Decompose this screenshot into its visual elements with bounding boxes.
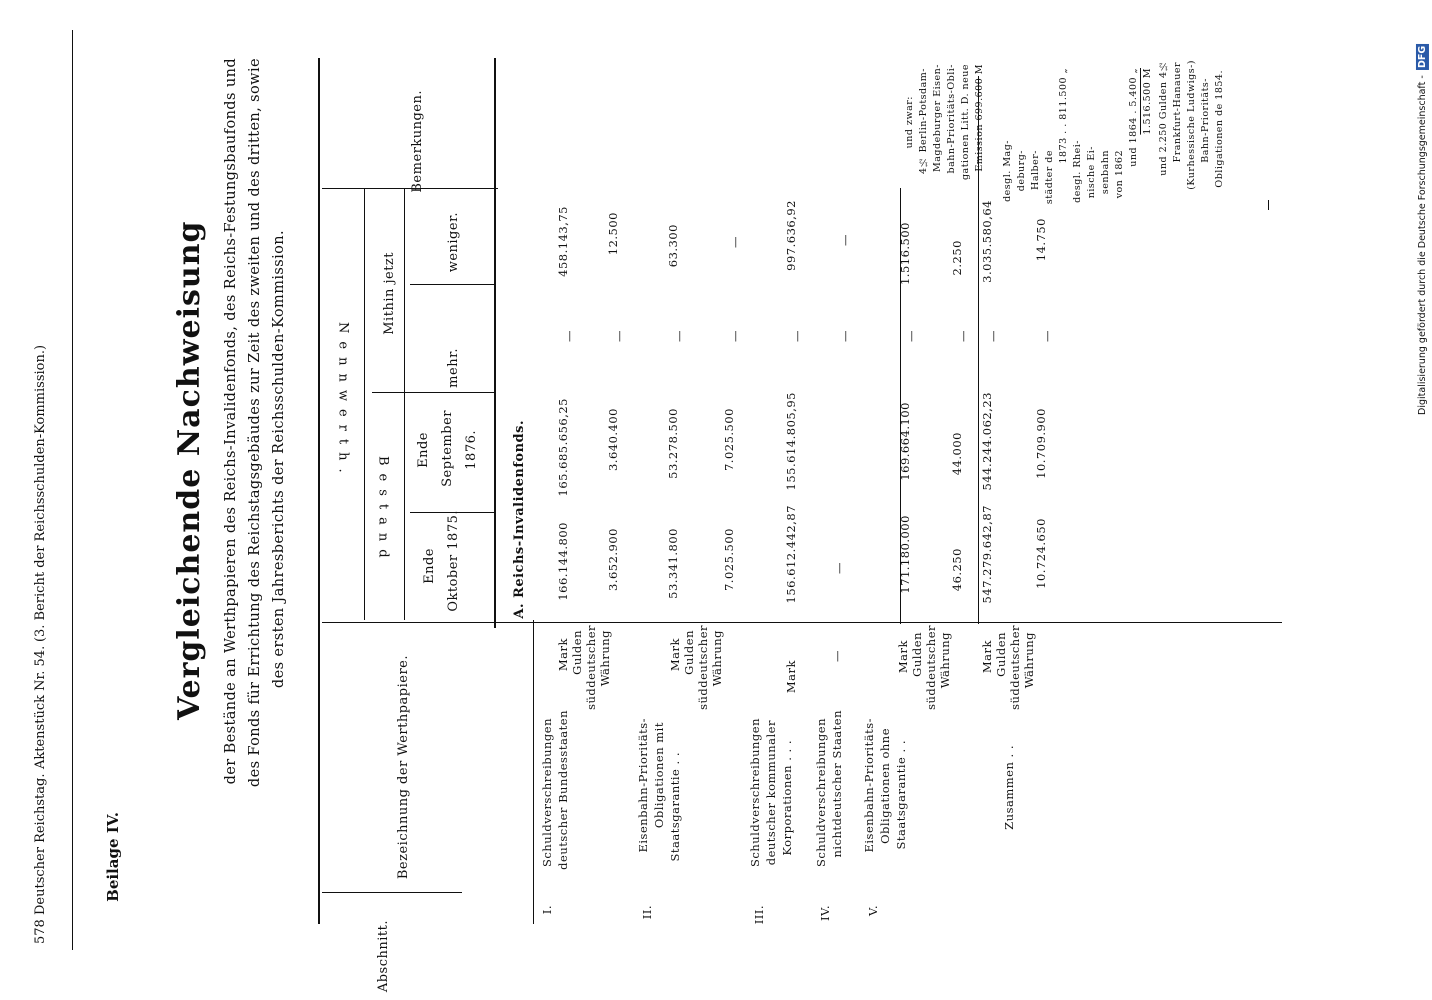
row-1-currency-3: süddeutscher bbox=[584, 625, 598, 710]
header-abschnitt: Abschnitt. bbox=[376, 920, 391, 993]
row-2-desc-3: Staatsgarantie . . bbox=[668, 752, 682, 862]
remark-line: von 1862 bbox=[1114, 150, 1125, 199]
remark-line: gationen Litt. D. neue bbox=[960, 64, 971, 181]
running-head-right: (3. Bericht der Reichsschulden-Kommission.) bbox=[33, 344, 48, 643]
row-5-number: V. bbox=[866, 905, 880, 916]
remark-line: städter de bbox=[1044, 150, 1055, 205]
row-1-weniger-mark: 458.143,75 bbox=[556, 206, 570, 277]
row-3-1875-mark: 156.612.442,87 bbox=[784, 505, 798, 604]
total-mehr-mark: — bbox=[986, 330, 1000, 342]
total-currency-2: Gulden bbox=[994, 632, 1008, 677]
remark-line: deburg- bbox=[1016, 150, 1027, 192]
row-3-number: III. bbox=[752, 905, 766, 925]
row-2-currency-3: süddeutscher bbox=[696, 625, 710, 710]
remark-line: desgl. Mag- bbox=[1002, 140, 1013, 202]
row-2-currency-2: Gulden bbox=[682, 630, 696, 675]
remark-line: Frankfurt-Hanauer bbox=[1172, 62, 1183, 163]
row-5-desc-1: Eisenbahn-Prioritäts- bbox=[862, 718, 876, 853]
header-ende-oktober-1: Ende bbox=[422, 548, 437, 584]
running-head-middle: Aktenstück Nr. 54. bbox=[33, 646, 48, 770]
beilage-label: Beilage IV. bbox=[104, 812, 122, 902]
row-5-weniger-mark: 1.516.500 bbox=[898, 222, 912, 286]
row-2-desc-1: Eisenbahn-Prioritäts- bbox=[636, 718, 650, 853]
header-mehr: mehr. bbox=[446, 348, 461, 388]
row-5-1876-gulden: 44.000 bbox=[950, 432, 964, 476]
row-4-desc-2: nichtdeutscher Staaten bbox=[830, 710, 844, 858]
row-2-1875-mark: 53.341.800 bbox=[666, 528, 680, 599]
row-3-desc-2: deutscher kommunaler bbox=[764, 720, 778, 866]
total-1875-gulden: 10.724.650 bbox=[1034, 518, 1048, 589]
row-5-weniger-gulden: 2.250 bbox=[950, 240, 964, 276]
header-nennwerth: Nennwerth. bbox=[335, 322, 351, 481]
row-1-1876-mark: 165.685.656,25 bbox=[556, 398, 570, 497]
row-2-mehr-mark: — bbox=[672, 330, 686, 342]
subtitle-line-1: der Bestände an Werthpapieren des Reichs-Invalidenfonds, des Reichs-Festungsbaufonds und bbox=[223, 58, 239, 785]
total-mehr-gulden: — bbox=[1040, 330, 1054, 342]
row-3-desc-3: Korporationen . . . bbox=[780, 740, 794, 856]
row-2-currency-1: Mark bbox=[668, 638, 682, 672]
row-4-desc-1: Schuldverschreibungen bbox=[814, 718, 828, 867]
row-4-mehr-mark: — bbox=[838, 330, 852, 342]
row-5-currency-1: Mark bbox=[896, 640, 910, 674]
remark-line: Obligationen de 1854. bbox=[1214, 70, 1225, 188]
header-bemerkungen: Bemerkungen. bbox=[410, 90, 425, 193]
row-2-1876-mark: 53.278.500 bbox=[666, 408, 680, 479]
header-bezeichnung: Bezeichnung der Werthpapiere. bbox=[396, 655, 411, 880]
row-5-mehr-gulden: — bbox=[956, 330, 970, 342]
row-5-1875-mark: 171.180.000 bbox=[898, 515, 912, 594]
row-3-1876-mark: 155.614.805,95 bbox=[784, 392, 798, 491]
header-ende-september-2: September bbox=[440, 410, 455, 487]
row-5-desc-3: Staatsgarantie . . bbox=[894, 740, 908, 850]
row-1-mehr-gulden: — bbox=[612, 330, 626, 342]
row-2-currency-4: Währung bbox=[710, 630, 724, 687]
remark-line: Halber- bbox=[1030, 150, 1041, 190]
row-1-desc-2: deutscher Bundesstaaten bbox=[556, 710, 570, 870]
total-currency-4: Währung bbox=[1022, 632, 1036, 689]
row-1-1875-mark: 166.144.800 bbox=[556, 522, 570, 601]
row-1-currency-4: Währung bbox=[598, 630, 612, 687]
row-5-mehr-mark: — bbox=[904, 330, 918, 342]
header-ende-oktober-2: Oktober 1875. bbox=[446, 510, 461, 612]
remark-line: senbahn bbox=[1100, 150, 1111, 195]
header-mithin-jetzt: Mithin jetzt bbox=[382, 252, 397, 335]
row-2-weniger-gulden: — bbox=[728, 236, 742, 248]
row-4-currency-1: — bbox=[830, 650, 844, 662]
row-2-mehr-gulden: — bbox=[728, 330, 742, 342]
row-3-currency-1: Mark bbox=[784, 660, 798, 694]
remark-line: Bahn-Prioritäts- bbox=[1200, 78, 1211, 163]
remark-line: 4½ Berlin-Potsdam- bbox=[918, 68, 929, 174]
remark-line: Magdeburger Eisen- bbox=[932, 64, 943, 172]
row-1-desc-1: Schuldverschreibungen bbox=[540, 718, 554, 867]
running-head-left: Deutscher Reichstag. bbox=[33, 773, 48, 916]
row-1-mehr-mark: — bbox=[562, 330, 576, 342]
row-4-number: IV. bbox=[818, 905, 832, 921]
row-1-1875-gulden: 3.652.900 bbox=[606, 528, 620, 592]
row-5-currency-2: Gulden bbox=[910, 632, 924, 677]
remark-line: Emission 699.600 M bbox=[974, 64, 985, 172]
remark-line: und zwar: bbox=[904, 96, 915, 149]
page-number: 578 bbox=[33, 919, 48, 944]
header-bestand: Bestand bbox=[375, 456, 391, 566]
row-4-weniger-mark: — bbox=[838, 234, 852, 246]
running-head bbox=[34, 14, 48, 944]
row-1-number: I. bbox=[540, 905, 554, 915]
row-5-1876-mark: 169.664.100 bbox=[898, 402, 912, 481]
remark-line: nische Ei- bbox=[1086, 146, 1097, 199]
row-5-currency-4: Währung bbox=[938, 632, 952, 689]
total-currency-1: Mark bbox=[980, 640, 994, 674]
dfg-logo: DFG bbox=[1417, 46, 1428, 69]
page-title: Vergleichende Nachweisung bbox=[172, 220, 207, 720]
row-5-desc-2: Obligationen ohne bbox=[878, 728, 892, 844]
remark-line: und 2.250 Gulden 4½ bbox=[1158, 60, 1169, 176]
row-3-weniger-mark: 997.636,92 bbox=[784, 200, 798, 271]
row-5-1875-gulden: 46.250 bbox=[950, 548, 964, 592]
remark-line: (Kurhessische Ludwigs-) bbox=[1186, 60, 1197, 190]
subtitle-line-2: des Fonds für Errichtung des Reichstagsgebäudes zur Zeit des zweiten und des dritten, sowie bbox=[247, 58, 263, 788]
total-label: Zusammen . . bbox=[1002, 745, 1016, 830]
total-weniger-gulden: 14.750 bbox=[1034, 218, 1048, 262]
row-2-weniger-mark: 63.300 bbox=[666, 224, 680, 268]
total-currency-3: süddeutscher bbox=[1008, 625, 1022, 710]
dfg-notice bbox=[1418, 44, 1428, 415]
subtitle-line-3: des ersten Jahresberichts der Reichsschulden-Kommission. bbox=[271, 230, 287, 689]
row-1-currency-1: Mark bbox=[556, 638, 570, 672]
row-5-currency-3: süddeutscher bbox=[924, 625, 938, 710]
row-4-1875-mark: — bbox=[832, 562, 846, 574]
total-weniger-mark: 3.035.580,64 bbox=[980, 200, 994, 283]
header-ende-september-3: 1876. bbox=[464, 430, 479, 470]
total-1875-mark: 547.279.642,87 bbox=[980, 505, 994, 604]
row-2-number: II. bbox=[640, 905, 654, 920]
row-2-desc-2: Obligationen mit bbox=[652, 722, 666, 829]
dfg-notice-text: Digitalisierung gefördert durch die Deutsche Forschungsgemeinschaft - bbox=[1417, 75, 1428, 415]
remark-line: 1.516.500 M bbox=[1142, 68, 1153, 135]
total-1876-mark: 544.244.062,23 bbox=[980, 392, 994, 491]
row-1-1876-gulden: 3.640.400 bbox=[606, 408, 620, 472]
header-ende-september-1: Ende bbox=[416, 432, 431, 468]
remark-line: und 1864 . 5.400 „ bbox=[1128, 68, 1139, 167]
header-weniger: weniger. bbox=[446, 212, 461, 273]
row-2-1876-gulden: 7.025.500 bbox=[722, 408, 736, 472]
row-3-desc-1: Schuldverschreibungen bbox=[748, 718, 762, 867]
row-1-weniger-gulden: 12.500 bbox=[606, 212, 620, 256]
row-2-1875-gulden: 7.025.500 bbox=[722, 528, 736, 592]
remark-line: desgl. Rhei- bbox=[1072, 140, 1083, 203]
section-a-heading: A. Reichs-Invalidenfonds. bbox=[512, 420, 527, 619]
row-1-currency-2: Gulden bbox=[570, 630, 584, 675]
total-1876-gulden: 10.709.900 bbox=[1034, 408, 1048, 479]
remark-line: bahn-Prioritäts-Obli- bbox=[946, 64, 957, 174]
remark-line: 1873 . . 811.500 „ bbox=[1058, 68, 1069, 164]
row-3-mehr-mark: — bbox=[790, 330, 804, 342]
